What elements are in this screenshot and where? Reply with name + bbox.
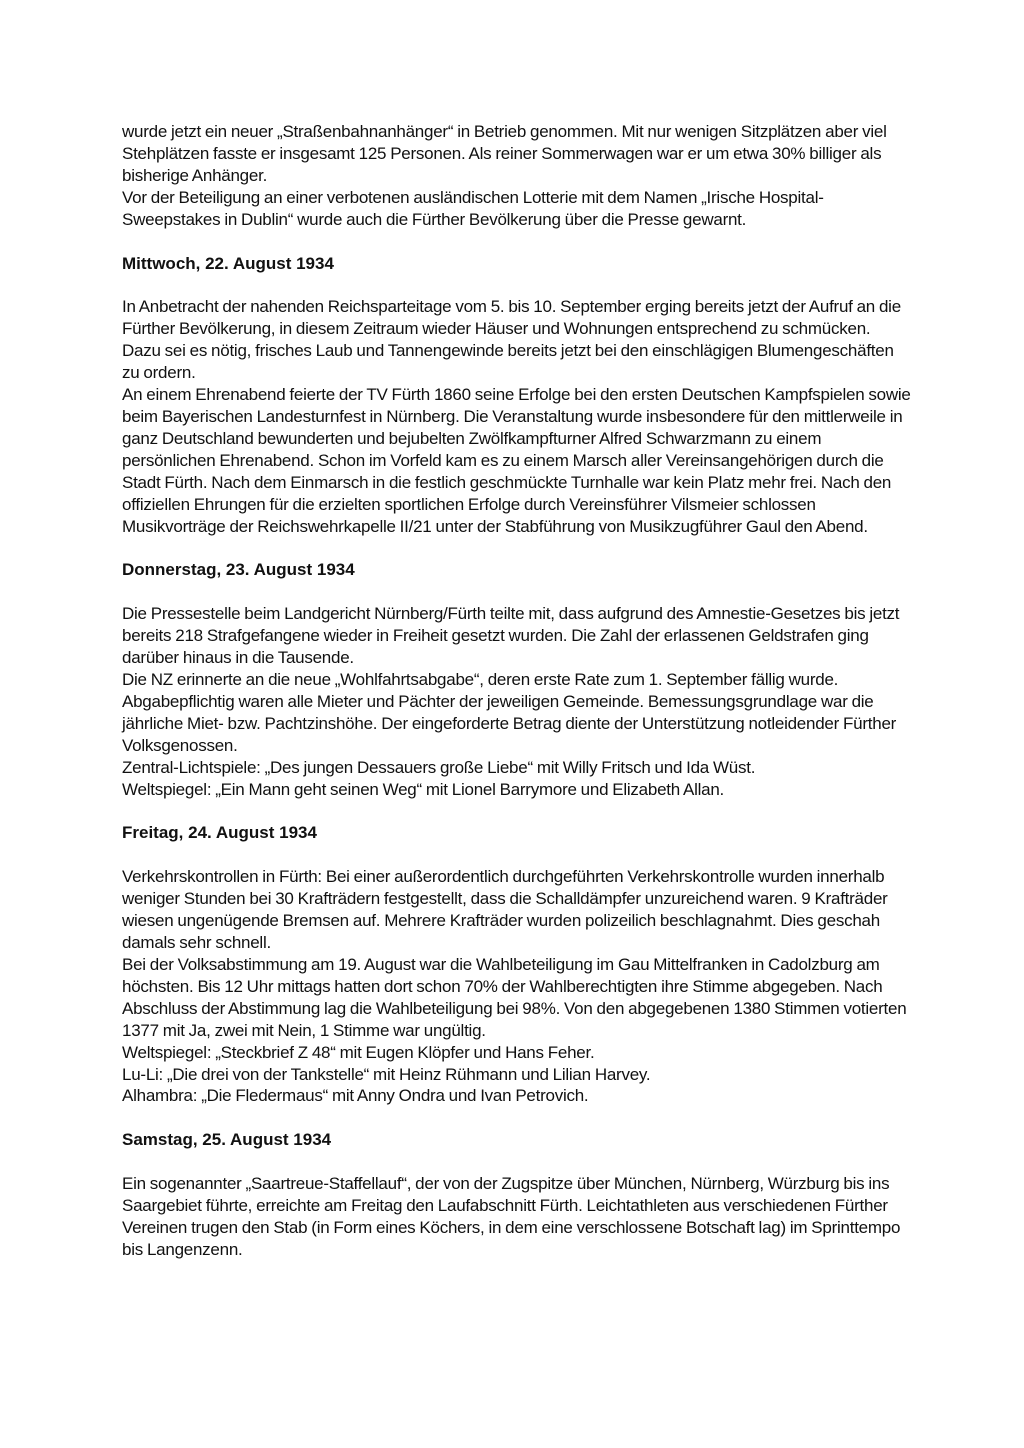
intro-section (122, 121, 912, 231)
paragraph: Alhambra: „Die Fledermaus“ mit Anny Ondra und Ivan Petrovich. (122, 1086, 589, 1106)
paragraph: Lu-Li: „Die drei von der Tankstelle“ mit Heinz Rühmann und Lilian Harvey. (122, 1064, 651, 1084)
section-2208 (122, 253, 912, 538)
section-heading: Mittwoch, 22. August 1934 (122, 253, 334, 273)
paragraph: Bei der Volksabstimmung am 19. August war die Wahlbeteiligung im Gau Mittelfranken in Cadolzburg am höchsten. Bis 12 Uhr mittags hatten dort schon 70% der Wahlberechtigten ihre Stimme abgegeben. Nach Abschluss der Abstimmung lag die Wahlbeteiligung bei 98%. Von den abgegebenen 1380 Stimmen votierten 1377 mit Ja, zwei mit Nein, 1 Stimme war ungültig. (122, 955, 907, 1040)
section-heading: Freitag, 24. August 1934 (122, 823, 317, 843)
paragraph: Weltspiegel: „Steckbrief Z 48“ mit Eugen Klöpfer und Hans Feher. (122, 1042, 595, 1062)
paragraph: Ein sogenannter „Saartreue-Staffellauf“, der von der Zugspitze über München, Nürnberg, Würzburg bis ins Saargebiet führte, erreichte am Freitag den Laufabschnitt Fürth. Leichtathleten aus verschiedenen Fürther Vereinen trugen den Stab (in Form eines Köchers, in dem eine verschlossene Botschaft lag) im Sprinttempo bis Langenzenn. (122, 1174, 901, 1259)
paragraph: Vor der Beteiligung an einer verbotenen ausländischen Lotterie mit dem Namen „Irische Hospital-Sweepstakes in Dublin“ wurde auch die Fürther Bevölkerung über die Presse gewarnt. (122, 187, 824, 229)
paragraph: wurde jetzt ein neuer „Straßenbahnanhänger“ in Betrieb genommen. Mit nur wenigen Sitzplätzen aber viel Stehplätzen fasste er insgesamt 125 Personen. Als reiner Sommerwagen war er um etwa 30% billiger als bisherige Anhänger. (122, 122, 887, 185)
section-heading: Donnerstag, 23. August 1934 (122, 560, 355, 580)
section-2508 (122, 1129, 912, 1261)
section-2308 (122, 559, 912, 800)
document-page (122, 121, 912, 1261)
paragraph: In Anbetracht der nahenden Reichsparteitage vom 5. bis 10. September erging bereits jetzt der Aufruf an die Fürther Bevölkerung, in diesem Zeitraum wieder Häuser und Wohnungen entsprechend zu schmücken. Dazu sei es nötig, frisches Laub und Tannengewinde bereits jetzt bei den einschlägigen Blumengeschäften zu ordern. (122, 297, 901, 383)
paragraph: An einem Ehrenabend feierte der TV Fürth 1860 seine Erfolge bei den ersten Deutschen Kampfspielen sowie beim Bayerischen Landesturnfest in Nürnberg. Die Veranstaltung wurde insbesondere für den mittlerweile in ganz Deutschland bewunderten und bejubelten Zwölfkampfturner Alfred Schwarzmann zu einem persönlichen Ehrenabend. Schon im Vorfeld kam es zu einem Marsch aller Vereinsangehörigen durch die Stadt Fürth. Nach dem Einmarsch in die festlich geschmückte Turnhalle war kein Platz mehr frei. Nach den offiziellen Ehrungen für die erzielten sportlichen Erfolge durch Vereinsführer Vilsmeier schlossen Musikvorträge der Reichswehrkapelle II/21 unter der Stabführung von Musikzugführer Gaul den Abend. (122, 385, 911, 536)
paragraph: Weltspiegel: „Ein Mann geht seinen Weg“ mit Lionel Barrymore und Elizabeth Allan. (122, 779, 725, 799)
section-2408 (122, 822, 912, 1107)
paragraph: Die NZ erinnerte an die neue „Wohlfahrtsabgabe“, deren erste Rate zum 1. September fällig wurde. Abgabepflichtig waren alle Mieter und Pächter der jeweiligen Gemeinde. Bemessungsgrundlage war die jährliche Miet- bzw. Pachtzinshöhe. Der eingeforderte Betrag diente der Unterstützung notleidender Fürther Volksgenossen. (122, 670, 897, 755)
paragraph: Verkehrskontrollen in Fürth: Bei einer außerordentlich durchgeführten Verkehrskontrolle wurden innerhalb weniger Stunden bei 30 Krafträdern festgestellt, dass die Schalldämpfer unzureichend waren. 9 Krafträder wiesen ungenügende Bremsen auf. Mehrere Krafträder wurden polizeilich beschlagnahmt. Dies geschah damals sehr schnell. (122, 867, 888, 953)
paragraph: Zentral-Lichtspiele: „Des jungen Dessauers große Liebe“ mit Willy Fritsch und Ida Wüst. (122, 757, 756, 777)
section-heading: Samstag, 25. August 1934 (122, 1130, 332, 1150)
paragraph: Die Pressestelle beim Landgericht Nürnberg/Fürth teilte mit, dass aufgrund des Amnestie-Gesetzes bis jetzt bereits 218 Strafgefangene wieder in Freiheit gesetzt wurden. Die Zahl der erlassenen Geldstrafen ging darüber hinaus in die Tausende. (122, 604, 900, 668)
